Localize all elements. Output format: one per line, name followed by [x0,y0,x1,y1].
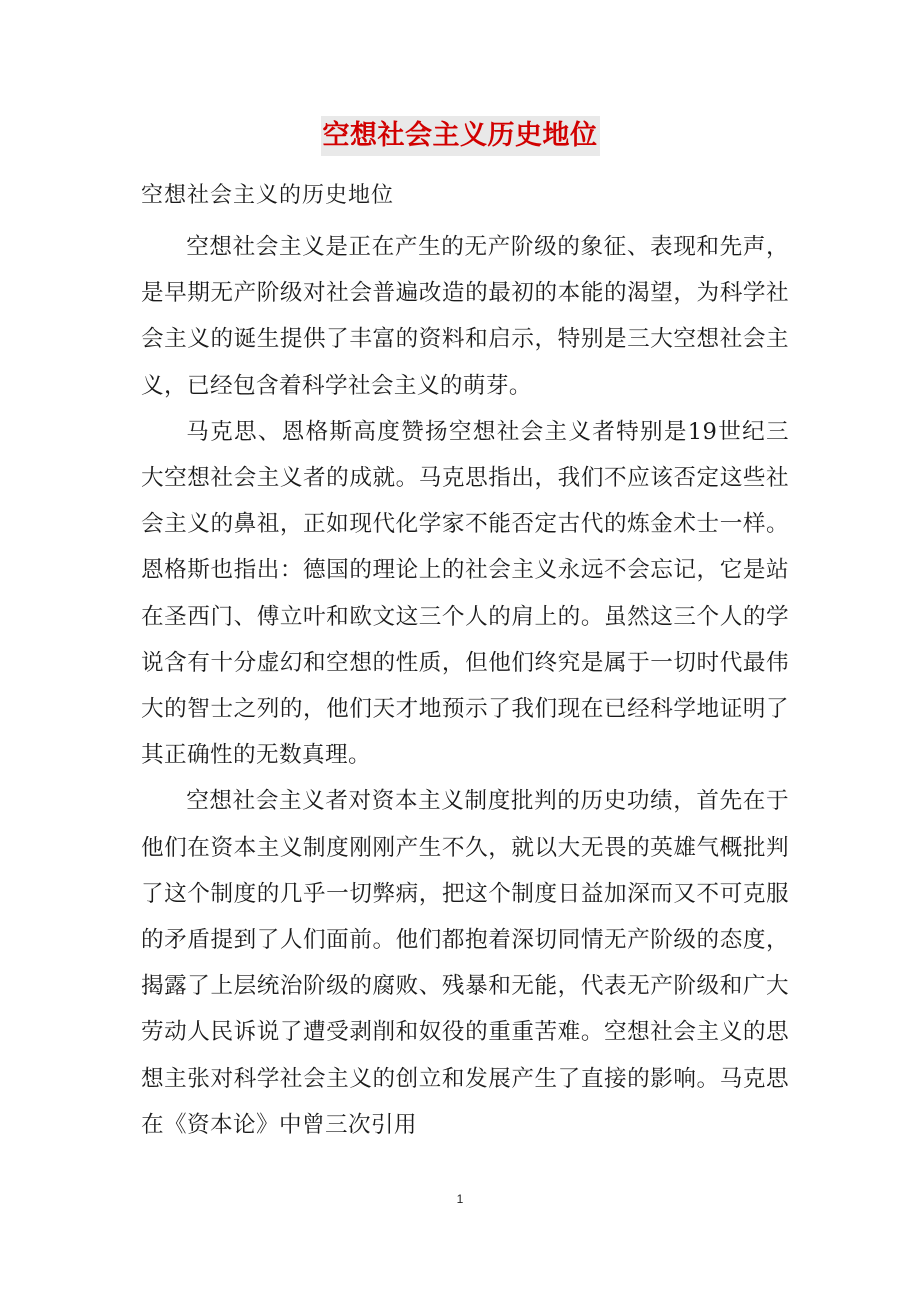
paragraph-2: 马克思、恩格斯高度赞扬空想社会主义者特别是19世纪三大空想社会主义者的成就。马克思指出，我们不应该否定这些社会主义的鼻祖，正如现代化学家不能否定古代的炼金术士一样。恩格斯也指出：德国的理论上的社会主义永远不会忘记，它是站在圣西门、傅立叶和欧文这三个人的肩上的。虽然这三个人的学说含有十分虚幻和空想的性质，但他们终究是属于一切时代最伟大的智士之列的，他们天才地预示了我们现在已经科学地证明了其正确性的无数真理。 [141,418,789,769]
paragraph-1: 空想社会主义是正在产生的无产阶级的象征、表现和先声，是早期无产阶级对社会普遍改造的最初的本能的渴望，为科学社会主义的诞生提供了丰富的资料和启示，特别是三大空想社会主义，已经包含着科学社会主义的萌芽。 [141,234,789,399]
page-number: 1 [456,1192,464,1206]
document-subtitle: 空想社会主义的历史地位 [141,183,395,208]
paragraph-3: 空想社会主义者对资本主义制度批判的历史功绩，首先在于他们在资本主义制度刚刚产生不久，就以大无畏的英雄气概批判了这个制度的几乎一切弊病，把这个制度日益加深而又不可克服的矛盾提到了人们面前。他们都抱着深切同情无产阶级的态度，揭露了上层统治阶级的腐败、残暴和无能，代表无产阶级和广大劳动人民诉说了遭受剥削和奴役的重重苦难。空想社会主义的思想主张对科学社会主义的创立和发展产生了直接的影响。马克思在《资本论》中曾三次引用 [141,788,789,1138]
document-body [141,224,789,1148]
document-title: 空想社会主义历史地位 [321,116,600,156]
title-block [0,116,920,156]
